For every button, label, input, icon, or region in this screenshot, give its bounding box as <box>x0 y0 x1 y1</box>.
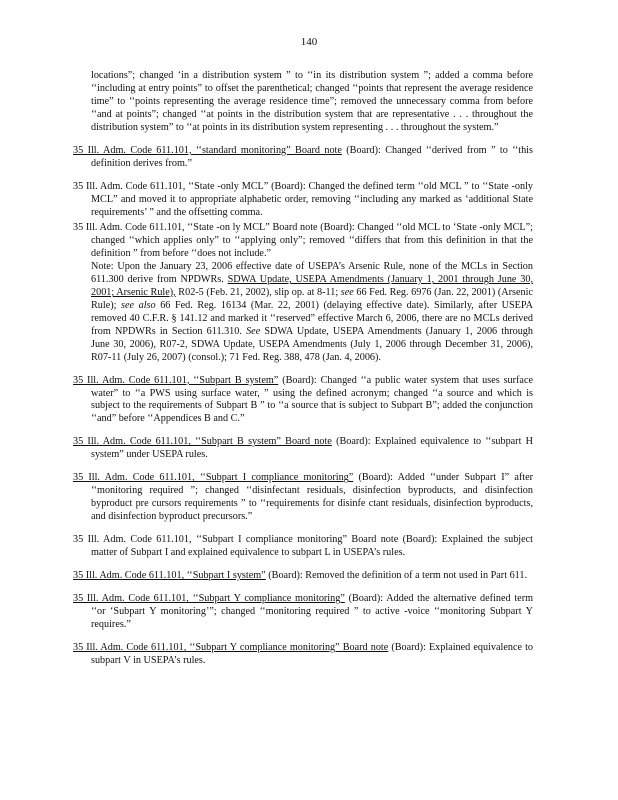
entry-standard-monitoring-note <box>73 145 533 171</box>
entry-citation: 35 Ill. Adm. Code 611.101, ‘‘State -only MCL” <box>73 180 269 192</box>
entry-subpart-i-system <box>73 570 533 583</box>
note-text: R02-5 (Feb. 21, 2002), slip op. at 8-11; <box>175 286 341 298</box>
entry-state-only-mcl-note <box>73 222 533 364</box>
entry-subpart-i-compliance <box>73 472 533 524</box>
entry-subpart-b-system-note <box>73 436 533 462</box>
entry-citation: 35 Ill. Adm. Code 611.101, ‘‘Subpart I compliance monitoring” <box>73 472 354 484</box>
note-text: 66 Fed. Reg. 16134 (Mar. 22, 2001) (delaying effective date). Similarly, after USEPA removed 40 C.F.R. § 141.12 and marked it ‘‘reserved” effective March 6, 2006, there are no MCLs derived from NPDWRs in Section 611.310. <box>91 299 533 337</box>
entry-citation: 35 Ill. Adm. Code 611.101, ‘‘Subpart Y compliance monitoring” Board note <box>73 642 389 654</box>
note-text: Note: Upon the January 23, 2006 effective date of USEPA’s Arsenic Rule, none of the MCLs in Section 611.300 derive from NPDWRs. <box>91 261 533 286</box>
page-number: 140 <box>300 36 318 48</box>
note-signal: see <box>340 286 354 298</box>
entry-citation: 35 Ill. Adm. Code 611.101, ‘‘Subpart I compliance monitoring” Board note <box>73 534 399 546</box>
entry-citation: 35 Ill. Adm. Code 611.101, ‘‘Subpart Y compliance monitoring” <box>73 593 345 605</box>
page-body <box>73 70 533 671</box>
entry-citation: 35 Ill. Adm. Code 611.101, ‘‘standard monitoring” Board note <box>73 144 342 156</box>
arsenic-rule-note <box>91 261 533 364</box>
entry-text: (Board): Changed ‘‘old MCL to ‘State -only MCL”; changed ‘‘which applies only” to ‘‘applying only”; removed ‘‘differs that from this definition in that the definition ” from before ‘‘does not include.” <box>91 222 533 260</box>
entry-citation: 35 Ill. Adm. Code 611.101, ‘‘State -on ly MCL” Board note <box>73 222 318 234</box>
entry-text: (Board): Added the alternative defined term ‘‘or ‘Subpart Y monitoring’”; changed ‘‘monitoring required ” to active -voice ‘‘monitoring Subpart Y requires.” <box>91 593 534 631</box>
entry-text: (Board): Added ‘‘under Subpart I” after ‘‘monitoring required ”; changed ‘‘disinfectant residuals, disinfection byproducts, and disinfection byproduct pre cursors requirements ” to ‘‘requirements for disinfe ctant residuals, disinfection byproducts, and disinfection byproduct precursors.” <box>91 472 533 523</box>
entry-text: (Board): Explained the subject matter of Subpart I and explained equivalence to subpart L in USEPA’s rules. <box>91 534 533 559</box>
entry-state-only-mcl <box>73 181 533 220</box>
entry-citation: 35 Ill. Adm. Code 611.101, ‘‘Subpart B system” Board note <box>73 436 332 448</box>
note-signal: see also <box>121 299 156 311</box>
note-text: SDWA Update, USEPA Amendments (January 1, 2006 through June 30, 2006), R07-2, SDWA Update, USEPA Amendments (July 1, 2006 through December 31, 2006), R07-11 (July 26, 2007) (consol.); 71 Fed. Reg. 388, 478 (Jan. 4, 2006). <box>91 325 533 363</box>
note-signal: See <box>246 325 261 337</box>
note-text: 66 Fed. Reg. 6976 (Jan. 22, 2001) (Arsenic Rule); <box>91 286 533 311</box>
entry-subpart-i-compliance-note <box>73 534 533 560</box>
entry-citation: 35 Ill. Adm. Code 611.101, ‘‘Subpart I system” <box>73 570 266 582</box>
entry-text: (Board): Explained equivalence to subpart V in USEPA’s rules. <box>91 642 533 667</box>
entry-text: (Board): Removed the definition of a term not used in Part 611. <box>265 570 528 582</box>
continuation-paragraph: locations”; changed ‘in a distribution system ” to ‘‘in its distribution system ”; added a comma before ‘‘including at entry points” to offset the parenthetical; changed ‘‘points that represent the average residence time” to ‘‘points representing the average residence time”; removed the unnecessary comma from before ‘‘and at points”; changed ‘‘at points in the distribution system that are representative . . . throughout the distribution system” to ‘‘at points in its distribution system representing . . . throughout the system.” <box>91 70 533 133</box>
entry-subpart-y-compliance-note <box>73 642 533 668</box>
entry-text: (Board): Explained equivalence to ‘‘subpart H system” under USEPA rules. <box>91 436 533 461</box>
entry-citation: 35 Ill. Adm. Code 611.101, ‘‘Subpart B system” <box>73 374 279 386</box>
entry-text: (Board): Changed ‘‘derived from ” to ‘‘this definition derives from.” <box>91 144 533 169</box>
entry-text: (Board): Changed ‘‘a public water system that uses surface water” to ‘‘a PWS using surface water, ” using the defined acronym; changed ‘‘a source and which is subject to the requirements of Subpart B ” to ‘‘a source that is subject to Subpart B”; added the conjunction ‘‘and” before ‘‘Appendices B and C.” <box>91 374 533 425</box>
entry-subpart-y-compliance <box>73 593 533 632</box>
entry-subpart-b-system <box>73 375 533 427</box>
entry-text: (Board): Changed the defined term ‘‘old MCL ” to ‘‘State -only MCL” and moved it to appropriate alphabetic order, removing ‘‘including any marked as ‘additional State requirements’ ” and the offsetting comma. <box>91 180 533 218</box>
note-citation: SDWA Update, USEPA Amendments (January 1, 2001 through June 30, 2001; Arsenic Rule), <box>91 274 533 298</box>
